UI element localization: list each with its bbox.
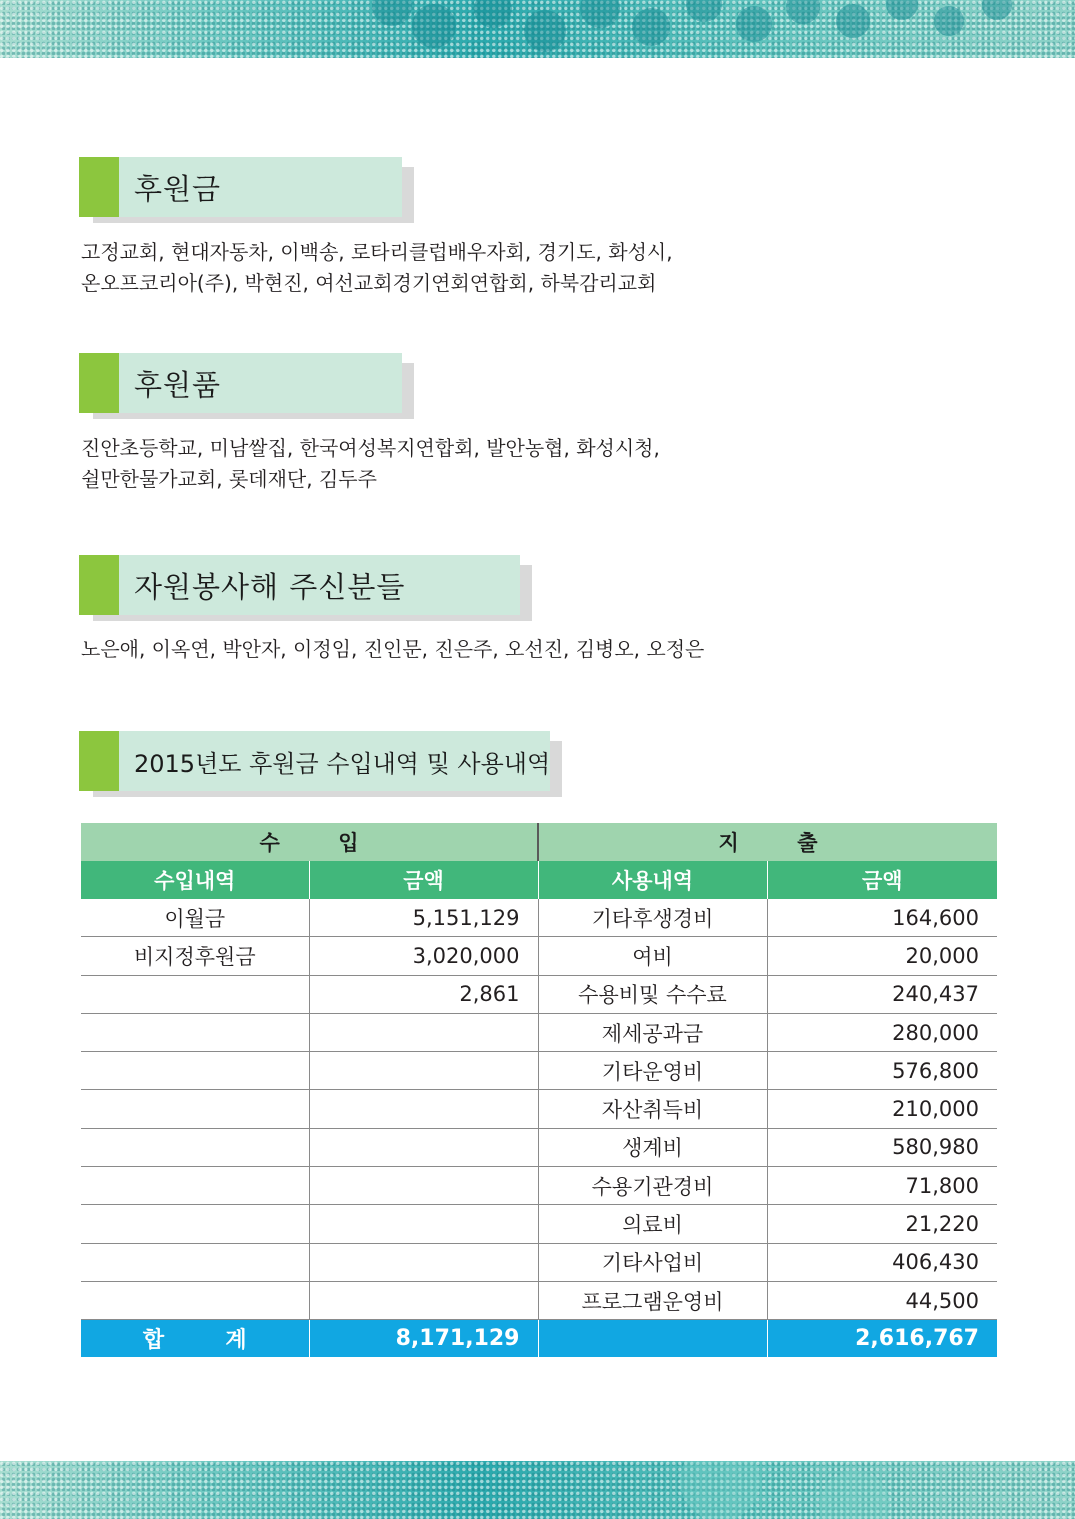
expense-item-cell: 기타사업비 xyxy=(538,1243,767,1281)
income-amount-cell xyxy=(309,1052,538,1090)
accent-bar xyxy=(79,157,119,217)
table-row xyxy=(81,1052,997,1090)
expense-item-cell: 의료비 xyxy=(538,1205,767,1243)
expense-item-cell: 수용기관경비 xyxy=(538,1167,767,1205)
volunteers-list xyxy=(81,634,704,665)
volunteers-line-1: 노은애, 이옥연, 박안자, 이정임, 진인문, 진은주, 오선진, 김병오, 오정은 xyxy=(81,637,705,661)
header-expense-item: 사용내역 xyxy=(538,861,767,899)
expense-amount-cell: 164,600 xyxy=(767,899,997,937)
donors-line-2: 온오프코리아(주), 박현진, 여선교회경기연회연합회, 하북감리교회 xyxy=(81,271,657,295)
table-row xyxy=(81,1128,997,1166)
header-income-item: 수입내역 xyxy=(81,861,309,899)
expense-total: 2,616,767 xyxy=(767,1320,997,1358)
income-item-cell xyxy=(81,1013,309,1051)
income-item-cell xyxy=(81,1243,309,1281)
expense-amount-cell: 44,500 xyxy=(767,1281,997,1319)
income-item-cell: 비지정후원금 xyxy=(81,937,309,975)
expense-amount-cell: 210,000 xyxy=(767,1090,997,1128)
section-title: 후원품 xyxy=(134,367,222,402)
accent-bar xyxy=(79,353,119,413)
expense-amount-cell: 576,800 xyxy=(767,1052,997,1090)
income-amount-cell xyxy=(309,1167,538,1205)
donors-line-1: 고정교회, 현대자동차, 이백송, 로타리클럽배우자회, 경기도, 화성시, xyxy=(81,240,673,264)
income-amount-cell xyxy=(309,1090,538,1128)
income-amount-cell xyxy=(309,1205,538,1243)
expense-item-cell: 생계비 xyxy=(538,1128,767,1166)
expense-group-header: 지 출 xyxy=(538,823,997,861)
expense-item-cell: 자산취득비 xyxy=(538,1090,767,1128)
expense-amount-cell: 71,800 xyxy=(767,1167,997,1205)
section-title: 자원봉사해 주신분들 xyxy=(134,569,406,604)
expense-item-cell: 여비 xyxy=(538,937,767,975)
section-header-volunteers xyxy=(79,555,520,615)
table-header-row xyxy=(81,861,997,899)
finance-table xyxy=(81,823,997,1357)
section-header-finance xyxy=(79,731,550,791)
table-row xyxy=(81,1167,997,1205)
expense-amount-cell: 280,000 xyxy=(767,1013,997,1051)
expense-amount-cell: 21,220 xyxy=(767,1205,997,1243)
expense-item-cell: 제세공과금 xyxy=(538,1013,767,1051)
table-row xyxy=(81,975,997,1013)
income-item-cell xyxy=(81,1052,309,1090)
income-item-cell: 이월금 xyxy=(81,899,309,937)
expense-amount-cell: 240,437 xyxy=(767,975,997,1013)
section-title: 2015년도 후원금 수입내역 및 사용내역 xyxy=(134,749,551,778)
income-amount-cell xyxy=(309,1281,538,1319)
accent-bar xyxy=(79,555,119,615)
table-row xyxy=(81,937,997,975)
donors-list xyxy=(81,237,673,299)
expense-item-cell: 기타운영비 xyxy=(538,1052,767,1090)
section-title: 후원금 xyxy=(134,171,222,206)
table-row xyxy=(81,1013,997,1051)
goods-donors-list xyxy=(81,433,660,495)
income-item-cell xyxy=(81,975,309,1013)
income-amount-cell: 2,861 xyxy=(309,975,538,1013)
income-item-cell xyxy=(81,1128,309,1166)
table-row xyxy=(81,1090,997,1128)
table-group-row xyxy=(81,823,997,861)
table-row xyxy=(81,899,997,937)
header-income-amount: 금액 xyxy=(309,861,538,899)
table-total-row xyxy=(81,1320,997,1358)
goods-line-2: 쉴만한물가교회, 롯데재단, 김두주 xyxy=(81,467,377,491)
expense-amount-cell: 580,980 xyxy=(767,1128,997,1166)
table-row xyxy=(81,1243,997,1281)
expense-item-cell: 수용비및 수수료 xyxy=(538,975,767,1013)
expense-amount-cell: 406,430 xyxy=(767,1243,997,1281)
total-label: 합 계 xyxy=(81,1320,309,1358)
income-item-cell xyxy=(81,1090,309,1128)
header-expense-amount: 금액 xyxy=(767,861,997,899)
income-group-header: 수 입 xyxy=(81,823,538,861)
expense-item-cell: 프로그램운영비 xyxy=(538,1281,767,1319)
income-item-cell xyxy=(81,1167,309,1205)
income-amount-cell xyxy=(309,1013,538,1051)
top-decorative-band xyxy=(0,0,1075,58)
accent-bar xyxy=(79,731,119,791)
expense-amount-cell: 20,000 xyxy=(767,937,997,975)
goods-line-1: 진안초등학교, 미남쌀집, 한국여성복지연합회, 발안농협, 화성시청, xyxy=(81,436,660,460)
bottom-decorative-band xyxy=(0,1461,1075,1519)
income-item-cell xyxy=(81,1205,309,1243)
table-row xyxy=(81,1205,997,1243)
total-empty-cell xyxy=(538,1320,767,1358)
table-row xyxy=(81,1281,997,1319)
income-amount-cell: 5,151,129 xyxy=(309,899,538,937)
section-header-goods xyxy=(79,353,402,413)
income-amount-cell: 3,020,000 xyxy=(309,937,538,975)
income-amount-cell xyxy=(309,1128,538,1166)
income-amount-cell xyxy=(309,1243,538,1281)
income-total: 8,171,129 xyxy=(309,1320,538,1358)
expense-item-cell: 기타후생경비 xyxy=(538,899,767,937)
section-header-donations xyxy=(79,157,402,217)
income-item-cell xyxy=(81,1281,309,1319)
